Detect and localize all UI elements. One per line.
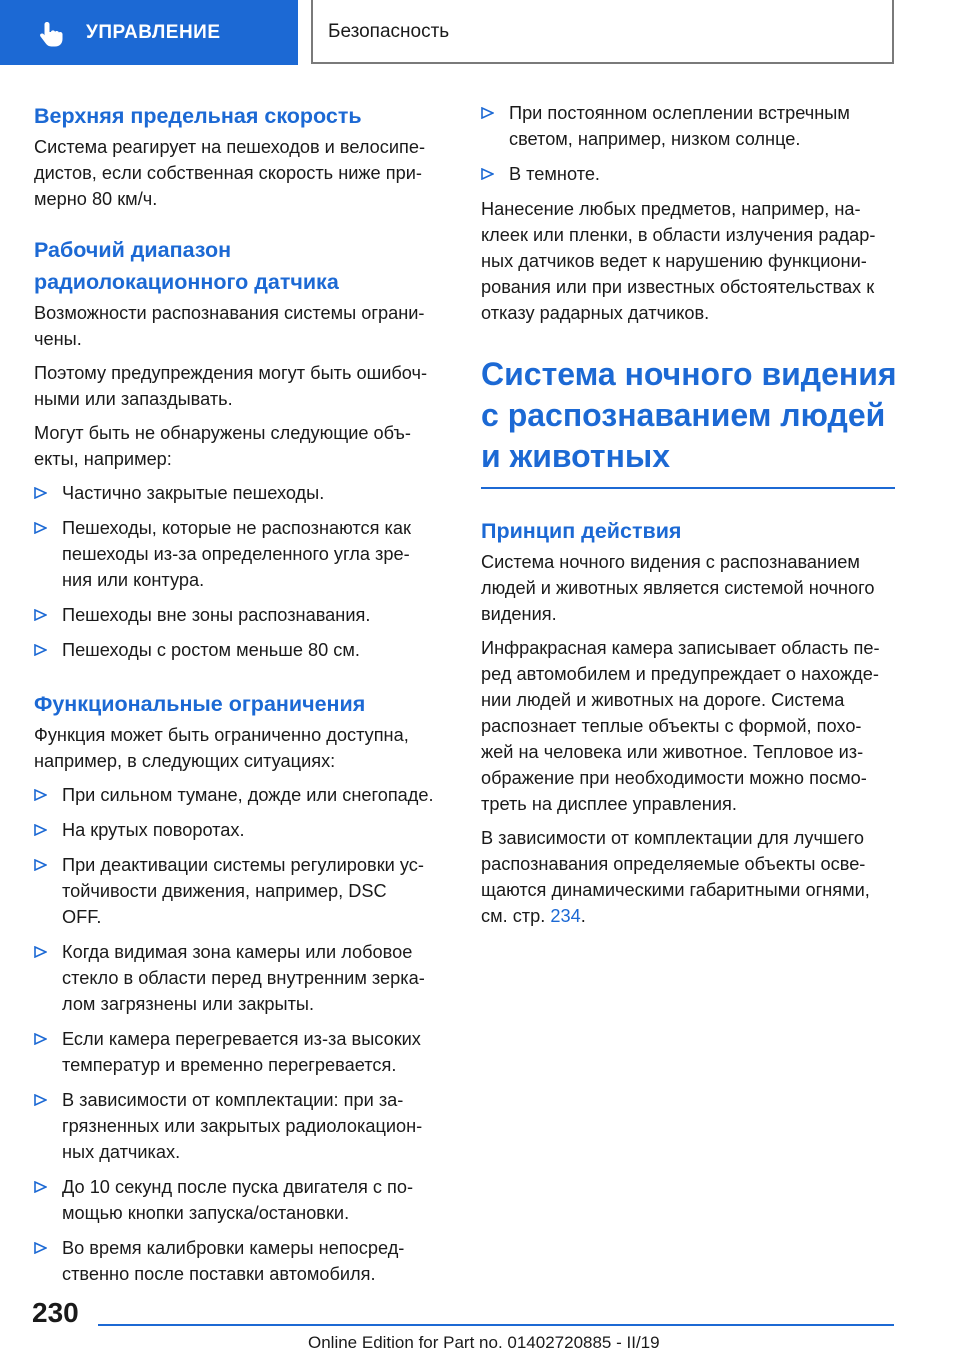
paragraph-range-2: Поэтому предупреждения могут быть ошибоч- ными или запаздывать.: [34, 363, 428, 409]
bullet-triangle-icon: [34, 644, 47, 656]
heading-sensor-range: Рабочий диапазон радиолокационного датчика: [34, 238, 339, 294]
list-item: При сильном тумане, дожде или снегопаде.: [34, 782, 452, 808]
bullet-triangle-icon: [34, 487, 47, 499]
paragraph-principle-1: Система ночного видения с распознаванием людей и животных является системой ночного видения.: [481, 552, 875, 624]
bullet-triangle-icon: [481, 168, 494, 180]
paragraph-speed-limit: Система реагирует на пешеходов и велосипе- дистов, если собственная скорость ниже при- мерно 80 км/ч.: [34, 137, 426, 209]
list-item: Во время калибровки камеры непосред- ственно после поставки автомобиля.: [34, 1235, 452, 1287]
bullet-triangle-icon: [34, 946, 47, 958]
page-reference-link[interactable]: 234: [550, 906, 581, 926]
bullet-triangle-icon: [34, 1181, 47, 1193]
paragraph-limits: Функция может быть ограниченно доступна, например, в следующих ситуациях:: [34, 725, 409, 771]
bullet-triangle-icon: [481, 107, 494, 119]
bullet-triangle-icon: [34, 1242, 47, 1254]
list-item: В зависимости от комплектации: при за- грязненных или закрытых радиолокацион- ных датчиках.: [34, 1087, 452, 1165]
list-limits-continued: [481, 100, 899, 187]
paragraph-range-1: Возможности распознавания системы ограни- чены.: [34, 303, 425, 349]
section-tab[interactable]: [0, 0, 298, 65]
hand-pointer-icon: [38, 20, 64, 48]
paragraph-range-3: Могут быть не обнаружены следующие объ- екты, например:: [34, 423, 411, 469]
bullet-triangle-icon: [34, 1033, 47, 1045]
list-item: В темноте.: [481, 161, 899, 187]
page-number: 230: [32, 1297, 79, 1328]
heading-principle: Принцип действия: [481, 519, 682, 543]
left-column: [34, 100, 452, 1296]
heading-night-vision: Система ночного видения с распознаванием людей и животных: [481, 356, 897, 474]
list-item: Когда видимая зона камеры или лобовое стекло в области перед внутренним зерка- лом загрязнены или закрыты.: [34, 939, 452, 1017]
bullet-triangle-icon: [34, 859, 47, 871]
list-item: Пешеходы, которые не распознаются как пешеходы из-за определенного угла зре- ния или контура.: [34, 515, 452, 593]
list-limits: [34, 782, 452, 1287]
list-item: Частично закрытые пешеходы.: [34, 480, 452, 506]
paragraph-principle-2: Инфракрасная камера записывает область пе- ред автомобилем и предупреждает о нахожде- нии людей и животных на дороге. Система распознает теплые объекты с формой, похо- жей на человека или животное. Тепловое из- ображение при необходимости можно посмо- треть на дисплее управления.: [481, 638, 880, 814]
list-item: На крутых поворотах.: [34, 817, 452, 843]
heading-speed-limit: Верхняя предельная скорость: [34, 104, 362, 128]
list-item: При деактивации системы регулировки ус- тойчивости движения, например, DSC OFF.: [34, 852, 452, 930]
list-item: До 10 секунд после пуска двигателя с по- мощью кнопки запуска/остановки.: [34, 1174, 452, 1226]
right-column: [481, 100, 899, 929]
chapter-title: Безопасность: [328, 21, 450, 42]
bullet-triangle-icon: [34, 789, 47, 801]
chapter-header: [311, 0, 894, 64]
paragraph-radar-cover: Нанесение любых предметов, например, на- клеек или пленки, в области излучения радар- ных датчиков ведет к нарушению функциони- рования или при известных обстоятельствах к отказу радарных датчиков.: [481, 199, 876, 323]
edition-info: Online Edition for Part no. 01402720885 - II/19: [308, 1333, 660, 1352]
bullet-triangle-icon: [34, 1094, 47, 1106]
bullet-triangle-icon: [34, 824, 47, 836]
bullet-triangle-icon: [34, 609, 47, 621]
section-tab-label: УПРАВЛЕНИЕ: [86, 22, 221, 43]
paragraph-principle-3: В зависимости от комплектации для лучшего распознавания определяемые объекты осве- щаются динамическими габаритными огнями, см. стр. 234.: [481, 828, 870, 926]
list-item: Пешеходы вне зоны распознавания.: [34, 602, 452, 628]
list-item: Если камера перегревается из-за высоких температур и временно перегревается.: [34, 1026, 452, 1078]
footer-divider: [98, 1324, 894, 1326]
bullet-triangle-icon: [34, 522, 47, 534]
list-item: При постоянном ослеплении встречным светом, например, низком солнце.: [481, 100, 899, 152]
list-item: Пешеходы с ростом меньше 80 см.: [34, 637, 452, 663]
heading-functional-limits: Функциональные ограничения: [34, 692, 366, 716]
list-undetected-objects: [34, 480, 452, 663]
